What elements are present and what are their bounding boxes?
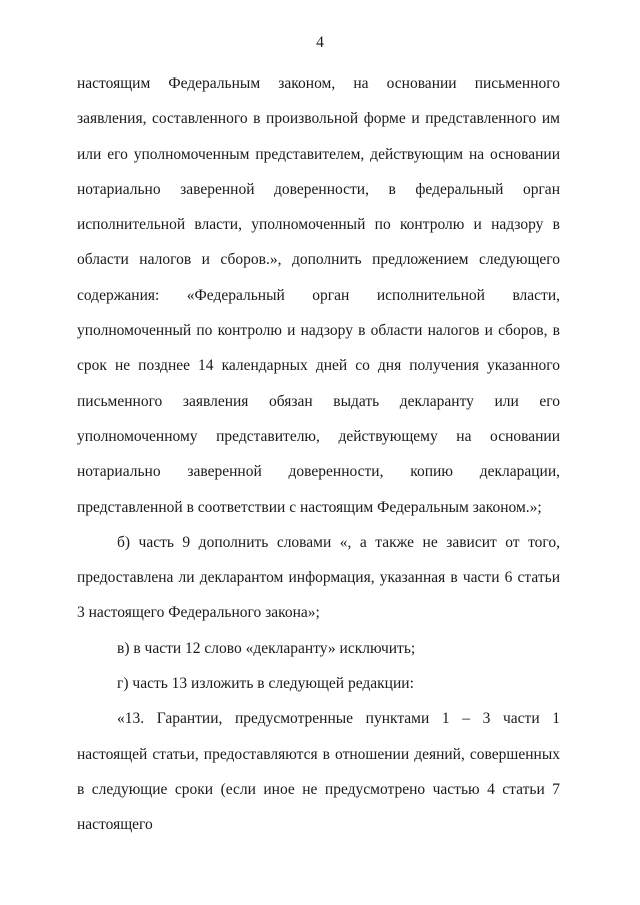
- paragraph-continuation: настоящим Федеральным законом, на основании письменного заявления, составленного в произвольной форме и представленного им или его уполномоченным представителем, действующим на основании нотариально заверенной доверенности, в федеральный орган исполнительной власти, уполномоченный по контролю и надзору в области налогов и сборов.», дополнить предложением следующего содержания: «Федеральный орган исполнительной власти, уполномоченный по контролю и надзору в области налогов и сборов, в срок не позднее 14 календарных дней со дня получения указанного письменного заявления обязан выдать декларанту или его уполномоченному представителю, действующему на основании нотариально заверенной доверенности, копию декларации, представленной в соответствии с настоящим Федеральным законом.»;: [77, 75, 560, 516]
- page-number: 4: [316, 34, 324, 51]
- paragraph-item-v: в) в части 12 слово «декларанту» исключить;: [117, 639, 416, 657]
- paragraph-item-b: б) часть 9 дополнить словами «, а также не зависит от того, предоставлена ли декларантом информация, указанная в части 6 статьи 3 настоящего Федерального закона»;: [77, 533, 560, 622]
- paragraph-quote-13: «13. Гарантии, предусмотренные пунктами 1 – 3 части 1 настоящей статьи, предоставляются в отношении деяний, совершенных в следующие сроки (если иное не предусмотрено частью 4 статьи 7 настоящего: [77, 710, 560, 834]
- document-body: [77, 66, 560, 843]
- paragraph-item-g: г) часть 13 изложить в следующей редакции:: [117, 675, 414, 693]
